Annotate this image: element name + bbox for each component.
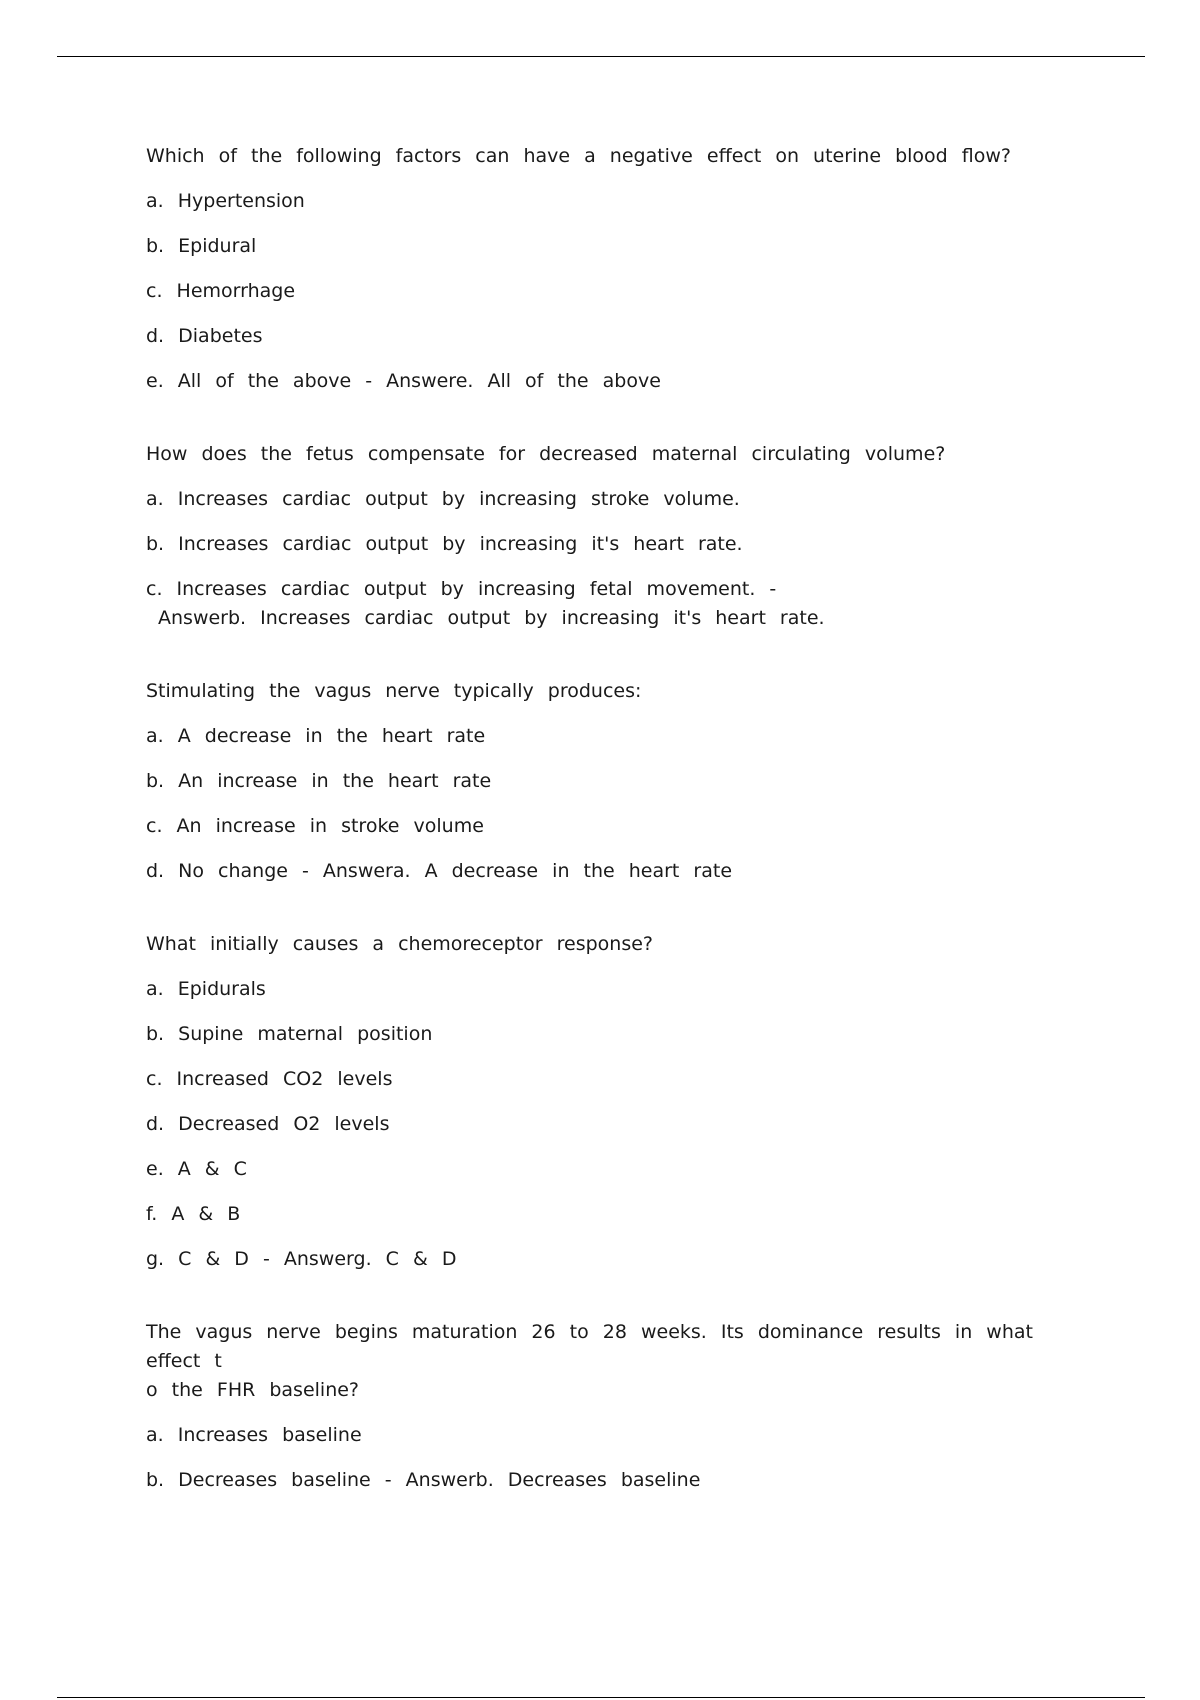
answer-option: c. Increased CO2 levels xyxy=(146,1068,393,1090)
question-block xyxy=(146,1318,1066,1495)
answer-option: c. An increase in stroke volume xyxy=(146,815,484,837)
question-text: Which of the following factors can have a negative effect on uterine blood flow? xyxy=(146,145,1011,167)
answer-option: e. A & C xyxy=(146,1158,247,1180)
question-block xyxy=(146,930,1066,1274)
question-text: How does the fetus compensate for decreased maternal circulating volume? xyxy=(146,443,946,465)
answer-option: g. C & D - Answerg. C & D xyxy=(146,1248,457,1270)
answer-option: b. Supine maternal position xyxy=(146,1023,433,1045)
question-block xyxy=(146,142,1066,396)
answer-option: a. Epidurals xyxy=(146,978,266,1000)
answer-option: c. Increases cardiac output by increasing fetal movement. - Answerb. Increases cardiac output by increasing it's heart rate. xyxy=(146,578,825,629)
question-text: What initially causes a chemoreceptor response? xyxy=(146,933,654,955)
header-rule xyxy=(57,56,1145,57)
answer-option: a. Increases baseline xyxy=(146,1424,362,1446)
answer-option: b. Increases cardiac output by increasing it's heart rate. xyxy=(146,533,743,555)
question-text: Stimulating the vagus nerve typically produces: xyxy=(146,680,642,702)
question-block xyxy=(146,440,1066,633)
answer-option: d. No change - Answera. A decrease in the heart rate xyxy=(146,860,733,882)
answer-option: a. Hypertension xyxy=(146,190,305,212)
footer-rule xyxy=(57,1697,1145,1698)
answer-option: e. All of the above - Answere. All of the above xyxy=(146,370,661,392)
answer-option: d. Decreased O2 levels xyxy=(146,1113,390,1135)
answer-option: a. A decrease in the heart rate xyxy=(146,725,486,747)
answer-option: c. Hemorrhage xyxy=(146,280,296,302)
answer-option: a. Increases cardiac output by increasing stroke volume. xyxy=(146,488,740,510)
answer-option: b. An increase in the heart rate xyxy=(146,770,492,792)
question-text: The vagus nerve begins maturation 26 to 28 weeks. Its dominance results in what effect t o the FHR baseline? xyxy=(146,1321,1033,1401)
document-body xyxy=(146,142,1066,1539)
question-block xyxy=(146,677,1066,886)
answer-option: b. Epidural xyxy=(146,235,257,257)
answer-option: d. Diabetes xyxy=(146,325,263,347)
answer-option: f. A & B xyxy=(146,1203,241,1225)
answer-option: b. Decreases baseline - Answerb. Decreases baseline xyxy=(146,1469,701,1491)
